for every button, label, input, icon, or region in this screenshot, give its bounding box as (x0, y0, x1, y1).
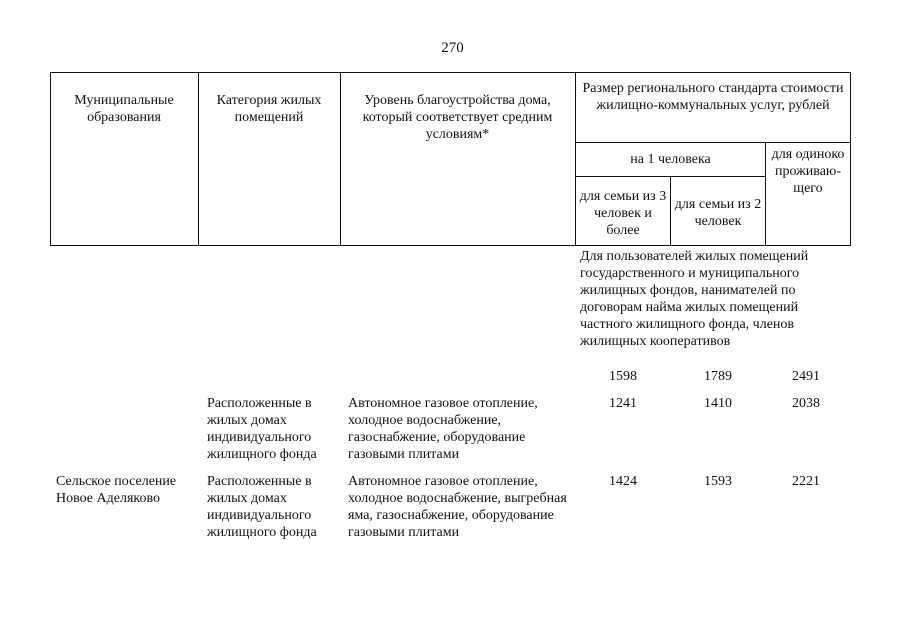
header-family3: для семьи из 3 человек и более (579, 189, 667, 238)
header-size: Размер регионального стандарта стоимости жилищно-коммунальных услуг, рублей (582, 81, 844, 113)
row1-family2-value: 1789 (704, 369, 732, 384)
header-municipal: Муниципальные образования (74, 93, 174, 125)
header-divider (340, 72, 341, 246)
row3-municipal: Сельское поселение Новое Аделяково (56, 474, 177, 506)
row3-family2-value: 1593 (704, 474, 732, 489)
header-divider (670, 176, 671, 246)
section-note: Для пользователей жилых помещений государственного и муниципального жилищных фондов, нанимателей по договорам найма жилых помещений частного жилищного фонда, членов жилищных кооперативов (580, 249, 809, 349)
header-family2: для семьи из 2 человек (674, 197, 762, 229)
header-level: Уровень благоустройства дома, который соответствует средним условиям* (362, 93, 553, 142)
header-per-person: на 1 человека (630, 152, 711, 167)
row2-category: Расположенные в жилых домах индивидуального жилищного фонда (207, 396, 317, 462)
row3-level: Автономное газовое отопление, холодное водоснабжение, выгребная яма, газоснабжение, оборудование газовыми плитами (348, 474, 567, 540)
header-category: Категория жилых помещений (216, 93, 322, 125)
row3-category: Расположенные в жилых домах индивидуального жилищного фонда (207, 474, 317, 540)
row1-single-value: 2491 (792, 369, 820, 384)
row2-single-value: 2038 (792, 396, 820, 411)
header-single: для одиноко проживаю-щего (771, 147, 845, 196)
row2-family3-value: 1241 (609, 396, 637, 411)
header-divider (575, 142, 851, 143)
row2-family2-value: 1410 (704, 396, 732, 411)
header-divider (198, 72, 199, 246)
header-divider (765, 142, 766, 246)
row2-level: Автономное газовое отопление, холодное водоснабжение, газоснабжение, оборудование газовыми плитами (348, 396, 538, 462)
row1-family3-value: 1598 (609, 369, 637, 384)
page-number: 270 (441, 40, 464, 56)
row3-single-value: 2221 (792, 474, 820, 489)
row3-family3-value: 1424 (609, 474, 637, 489)
